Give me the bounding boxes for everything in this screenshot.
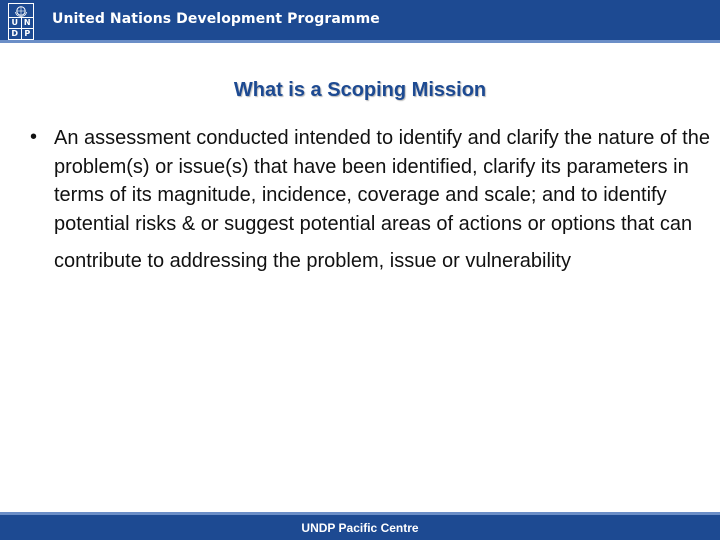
bullet-text: An assessment conducted intended to identify and clarify the nature of the problem(s) or issue(s) that have been identified, clarify its parameters in terms of its magnitude, incidence, coverage and scale; and to identify potential risks & or suggest potential areas of actions or options that can: [54, 127, 710, 235]
logo-letter: D: [11, 29, 19, 38]
un-emblem-icon: [14, 5, 28, 17]
footer-bar: [0, 512, 720, 540]
logo-row-top: [9, 17, 33, 28]
bullet-item: [54, 124, 714, 276]
undp-logo: [8, 3, 34, 40]
slide-title-text: What is a Scoping Mission: [233, 79, 487, 101]
logo-letter: P: [21, 29, 34, 39]
footer-text: UNDP Pacific Centre: [301, 521, 419, 535]
logo-letter: U: [11, 18, 18, 27]
logo-row-bottom: [9, 28, 33, 39]
organization-name: United Nations Development Programme: [52, 11, 380, 27]
bullet-marker: •: [30, 126, 38, 148]
logo-letter: N: [21, 18, 34, 28]
slide-title: [0, 79, 720, 102]
header-bar: [0, 0, 720, 43]
bullet-continuation: contribute to addressing the problem, issue or vulnerability: [54, 250, 571, 272]
